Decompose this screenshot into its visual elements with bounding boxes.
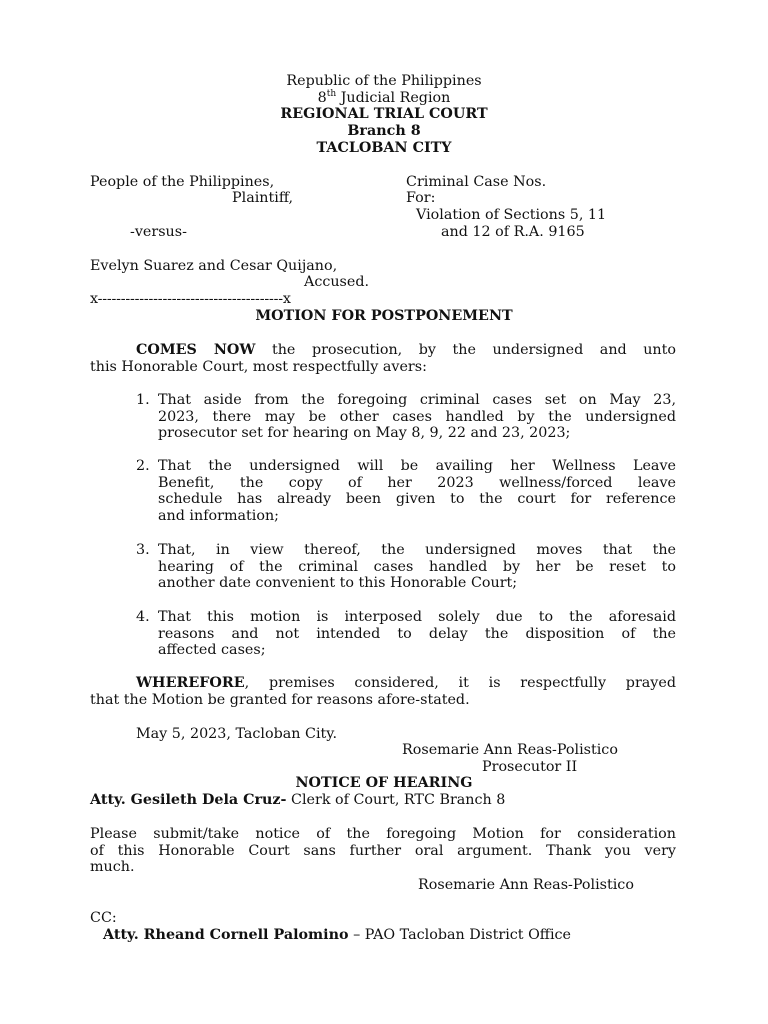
item-text: That the undersigned will be availing her Wellness Leave Benefit, the copy of her 2023 wellness/forced leave schedule has already been given to the court for reference and information;	[158, 458, 676, 525]
cc-recipient	[103, 927, 571, 944]
header-republic: Republic of the Philippines	[286, 73, 482, 89]
item-number: 3.	[136, 542, 150, 558]
region-superscript: th	[326, 89, 337, 100]
wherefore-line-2: that the Motion be granted for reasons afore-stated.	[90, 691, 470, 708]
notice-signatory: Rosemarie Ann Reas-Polistico	[418, 877, 634, 893]
intro-bold: COMES NOW	[136, 342, 256, 358]
versus-label: -versus-	[130, 224, 187, 240]
notice-addressee	[90, 792, 505, 809]
addressee-role: Clerk of Court, RTC Branch 8	[286, 792, 506, 808]
violation-line-1: Violation of Sections 5, 11	[416, 207, 607, 223]
header-region	[0, 90, 768, 107]
header-city: TACLOBAN CITY	[316, 140, 452, 156]
case-number-label: Criminal Case Nos.	[406, 174, 547, 190]
signatory-name: Rosemarie Ann Reas-Polistico	[402, 742, 618, 758]
for-label: For:	[406, 190, 436, 206]
accused-names: Evelyn Suarez and Cesar Quijano,	[90, 258, 338, 274]
region-number: 8	[317, 90, 327, 106]
wherefore-paragraph	[90, 675, 676, 708]
motion-title: MOTION FOR POSTPONEMENT	[255, 308, 513, 324]
addressee-name: Atty. Gesileth Dela Cruz-	[90, 792, 287, 808]
date-place: May 5, 2023, Tacloban City.	[136, 726, 337, 742]
notice-title: NOTICE OF HEARING	[295, 775, 473, 791]
intro-line-1: COMES NOW the prosecution, by the undersigned and unto	[136, 342, 676, 358]
notice-body: Please submit/take notice of the foregoing Motion for consideration of this Honorable Court sans further oral argument. Thank you very much.	[90, 826, 676, 876]
item-text: That this motion is interposed solely due to the aforesaid reasons and not intended to delay the disposition of the affected cases;	[158, 609, 676, 659]
wherefore-bold: WHEREFORE	[136, 675, 245, 691]
violation-line-2: and 12 of R.A. 9165	[441, 224, 585, 240]
item-text: That, in view thereof, the undersigned moves that the hearing of the criminal cases handled by her be reset to another date convenient to this Honorable Court;	[158, 542, 676, 592]
accused-label: Accused.	[304, 274, 370, 290]
signatory-title: Prosecutor II	[482, 759, 578, 775]
cc-recipient-name: Atty. Rheand Cornell Palomino	[103, 927, 349, 943]
header-court: REGIONAL TRIAL COURT	[280, 106, 488, 122]
region-text: Judicial Region	[336, 90, 451, 106]
header-branch: Branch 8	[347, 123, 421, 139]
item-number: 4.	[136, 609, 150, 625]
item-text: That aside from the foregoing criminal cases set on May 23, 2023, there may be other cases handled by the undersigned prosecutor set for hearing on May 8, 9, 22 and 23, 2023;	[158, 392, 676, 442]
caption-separator: x----------------------------------------x	[90, 291, 291, 307]
intro-line-2: this Honorable Court, most respectfully avers:	[90, 358, 427, 375]
intro-paragraph	[90, 342, 676, 375]
plaintiff-name: People of the Philippines,	[90, 174, 275, 190]
item-number: 1.	[136, 392, 150, 408]
wherefore-line-1: WHEREFORE, premises considered, it is respectfully prayed	[136, 675, 676, 691]
cc-label: CC:	[90, 910, 117, 926]
cc-recipient-office: – PAO Tacloban District Office	[348, 927, 571, 943]
plaintiff-label: Plaintiff,	[232, 190, 294, 206]
item-number: 2.	[136, 458, 150, 474]
